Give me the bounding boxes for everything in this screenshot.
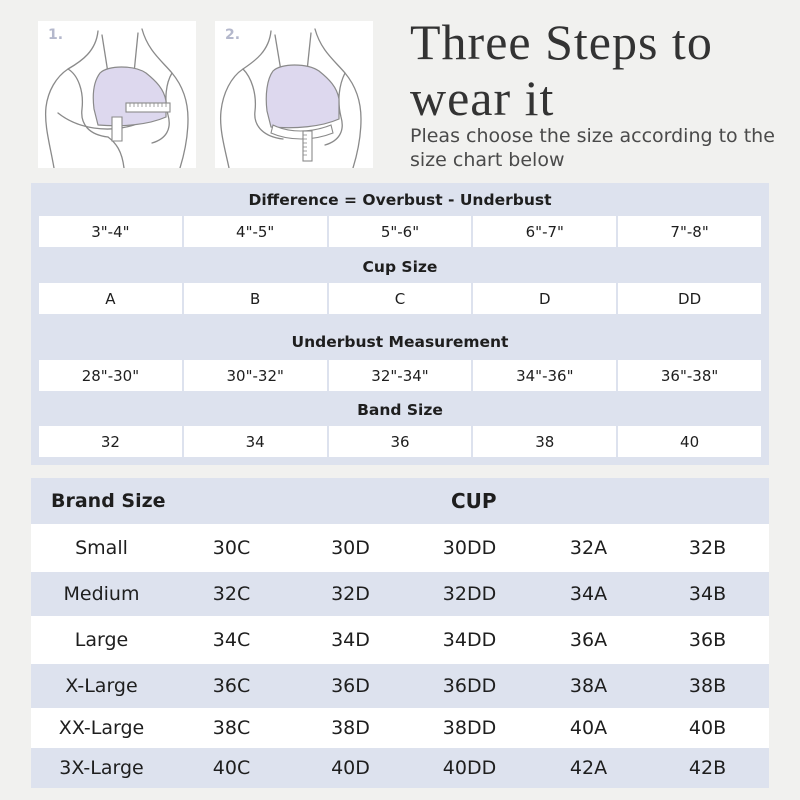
difference-label: Difference = Overbust - Underbust <box>248 191 552 209</box>
cup-cell: 38D <box>331 717 370 739</box>
cup-size-label: Cup Size <box>362 258 438 276</box>
step-1-illustration <box>38 21 196 168</box>
table-row <box>31 710 769 746</box>
underbust-label: Underbust Measurement <box>291 333 509 351</box>
table-row <box>31 748 769 788</box>
cup-cell: 36B <box>688 629 727 651</box>
step-2-illustration <box>215 21 373 168</box>
cup-cell: 32D <box>331 583 370 605</box>
cup-cell: 34DD <box>442 629 497 651</box>
cup-cell: 40B <box>688 717 727 739</box>
band-size-cell: 40 <box>618 426 761 457</box>
cup-cell: 36D <box>331 675 370 697</box>
brand-size-cell: 3X-Large <box>59 757 144 779</box>
measuring-underbust-drawing <box>215 21 373 168</box>
cup-cell: 38DD <box>442 717 497 739</box>
step-number: 1. <box>48 27 64 43</box>
cup-cell: 30C <box>212 537 251 559</box>
brand-size-header: Brand Size <box>51 490 166 512</box>
cup-size-row <box>39 283 761 314</box>
cup-cell: 30D <box>331 537 370 559</box>
cup-cell: 42B <box>688 757 727 779</box>
cup-cell: 42A <box>569 757 608 779</box>
brand-size-cell: Large <box>74 629 129 651</box>
size-conversion-chart <box>31 183 769 465</box>
underbust-row <box>39 360 761 391</box>
difference-cell: 4"-5" <box>184 216 327 247</box>
cup-cell: 32DD <box>442 583 497 605</box>
underbust-cell: 32"-34" <box>329 360 472 391</box>
underbust-cell: 36"-38" <box>618 360 761 391</box>
cup-size-cell: DD <box>618 283 761 314</box>
cup-cell: 40A <box>569 717 608 739</box>
cup-cell: 40C <box>212 757 251 779</box>
band-size-cell: 38 <box>473 426 616 457</box>
cup-header: CUP <box>451 489 497 513</box>
page-subtitle: Pleas choose the size according to the size chart below <box>410 125 775 171</box>
cup-cell: 34B <box>688 583 727 605</box>
difference-row <box>39 216 761 247</box>
cup-cell: 34D <box>331 629 370 651</box>
cup-cell: 32C <box>212 583 251 605</box>
table-row <box>31 618 769 662</box>
cup-size-cell: D <box>473 283 616 314</box>
cup-size-cell: A <box>39 283 182 314</box>
cup-cell: 40D <box>331 757 370 779</box>
cup-size-cell: C <box>329 283 472 314</box>
underbust-cell: 34"-36" <box>473 360 616 391</box>
brand-size-cell: X-Large <box>65 675 138 697</box>
brand-size-cell: Small <box>75 537 128 559</box>
page-title: Three Steps to wear it <box>410 14 713 126</box>
cup-cell: 36A <box>569 629 608 651</box>
band-size-cell: 32 <box>39 426 182 457</box>
cup-cell: 32A <box>569 537 608 559</box>
brand-size-cell: Medium <box>63 583 140 605</box>
table-row <box>31 572 769 616</box>
cup-cell: 38B <box>688 675 727 697</box>
table-row <box>31 664 769 708</box>
difference-cell: 3"-4" <box>39 216 182 247</box>
brand-size-cell: XX-Large <box>58 717 145 739</box>
cup-size-cell: B <box>184 283 327 314</box>
cup-cell: 38A <box>569 675 608 697</box>
step-number: 2. <box>225 27 241 43</box>
difference-cell: 6"-7" <box>473 216 616 247</box>
underbust-cell: 30"-32" <box>184 360 327 391</box>
band-size-cell: 36 <box>329 426 472 457</box>
measuring-overbust-drawing <box>38 21 196 168</box>
cup-cell: 34C <box>212 629 251 651</box>
brand-size-table <box>31 478 769 788</box>
cup-cell: 36DD <box>442 675 497 697</box>
difference-cell: 5"-6" <box>329 216 472 247</box>
band-size-cell: 34 <box>184 426 327 457</box>
cup-cell: 36C <box>212 675 251 697</box>
cup-cell: 38C <box>212 717 251 739</box>
underbust-cell: 28"-30" <box>39 360 182 391</box>
cup-cell: 30DD <box>442 537 497 559</box>
band-size-label: Band Size <box>357 401 443 419</box>
brand-table-header <box>31 478 769 524</box>
cup-cell: 34A <box>569 583 608 605</box>
difference-cell: 7"-8" <box>618 216 761 247</box>
band-size-row <box>39 426 761 457</box>
cup-cell: 40DD <box>442 757 497 779</box>
table-row <box>31 526 769 570</box>
cup-cell: 32B <box>688 537 727 559</box>
